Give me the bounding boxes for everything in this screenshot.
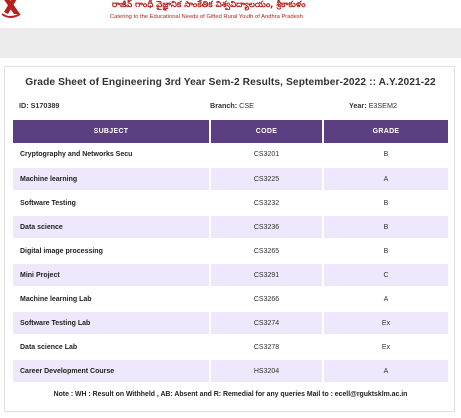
branch-label: Branch: [210,101,238,110]
code-cell: CS3225 [210,167,323,191]
subject-cell: Cryptography and Networks Secu [13,143,210,167]
grade-cell: B [323,215,448,239]
subject-cell: Machine learning Lab [13,287,210,311]
subject-cell: Machine learning [13,167,210,191]
header-divider-band [0,28,461,58]
table-row [13,143,448,167]
code-cell: HS3204 [210,359,323,383]
student-id-label: ID: [19,101,29,110]
code-cell: CS3274 [210,311,323,335]
code-cell: CS3236 [210,215,323,239]
table-row [13,311,448,335]
table-row [13,359,448,383]
grade-cell: A [323,287,448,311]
grade-cell: Ex [323,311,448,335]
footer-note: Note : WH : Result on Withheld , AB: Absent and R: Remedial for any queries Mail to : ecell@rguktsklm.ac.in [53,391,408,398]
table-row [13,167,448,191]
grade-cell: B [323,239,448,263]
grade-sheet-card [4,66,455,412]
column-header-code: CODE [210,120,323,143]
table-row [13,263,448,287]
student-branch [210,101,254,110]
grade-cell: Ex [323,335,448,359]
subject-cell: Mini Project [13,263,210,287]
subject-cell: Digital image processing [13,239,210,263]
university-name-telugu: రాజీవ్ గాంధీ వైజ్ఞానిక సాంకేతిక విశ్వవిద్యాలయం, శ్రీకాకుళం [112,0,306,10]
student-year [349,101,397,110]
table-row [13,215,448,239]
student-id [19,101,59,110]
branch-value: CSE [239,101,254,110]
code-cell: CS3232 [210,191,323,215]
year-label: Year: [349,101,367,110]
grade-cell: B [323,143,448,167]
column-header-subject: SUBJECT [13,120,210,143]
grades-table-header-row [13,120,448,143]
university-logo-icon [0,0,22,20]
table-row [13,287,448,311]
grade-sheet-title: Grade Sheet of Engineering 3rd Year Sem-2 Results, September-2022 :: A.Y.2021-22 [25,77,436,88]
grade-cell: B [323,191,448,215]
year-value: E3SEM2 [368,101,397,110]
grades-table [13,120,448,384]
code-cell: CS3201 [210,143,323,167]
table-row [13,191,448,215]
grade-cell: A [323,167,448,191]
code-cell: CS3291 [210,263,323,287]
column-header-grade: GRADE [323,120,448,143]
grade-cell: C [323,263,448,287]
subject-cell: Data science [13,215,210,239]
subject-cell: Career Development Course [13,359,210,383]
site-header [0,0,461,28]
table-row [13,335,448,359]
code-cell: CS3266 [210,287,323,311]
subject-cell: Software Testing Lab [13,311,210,335]
code-cell: CS3265 [210,239,323,263]
grade-cell: A [323,359,448,383]
subject-cell: Software Testing [13,191,210,215]
table-row [13,239,448,263]
code-cell: CS3278 [210,335,323,359]
university-tagline: Catering to the Educational Needs of Gifted Rural Youth of Andhra Pradesh [110,14,304,20]
student-id-value: S170389 [30,101,60,110]
subject-cell: Data science Lab [13,335,210,359]
